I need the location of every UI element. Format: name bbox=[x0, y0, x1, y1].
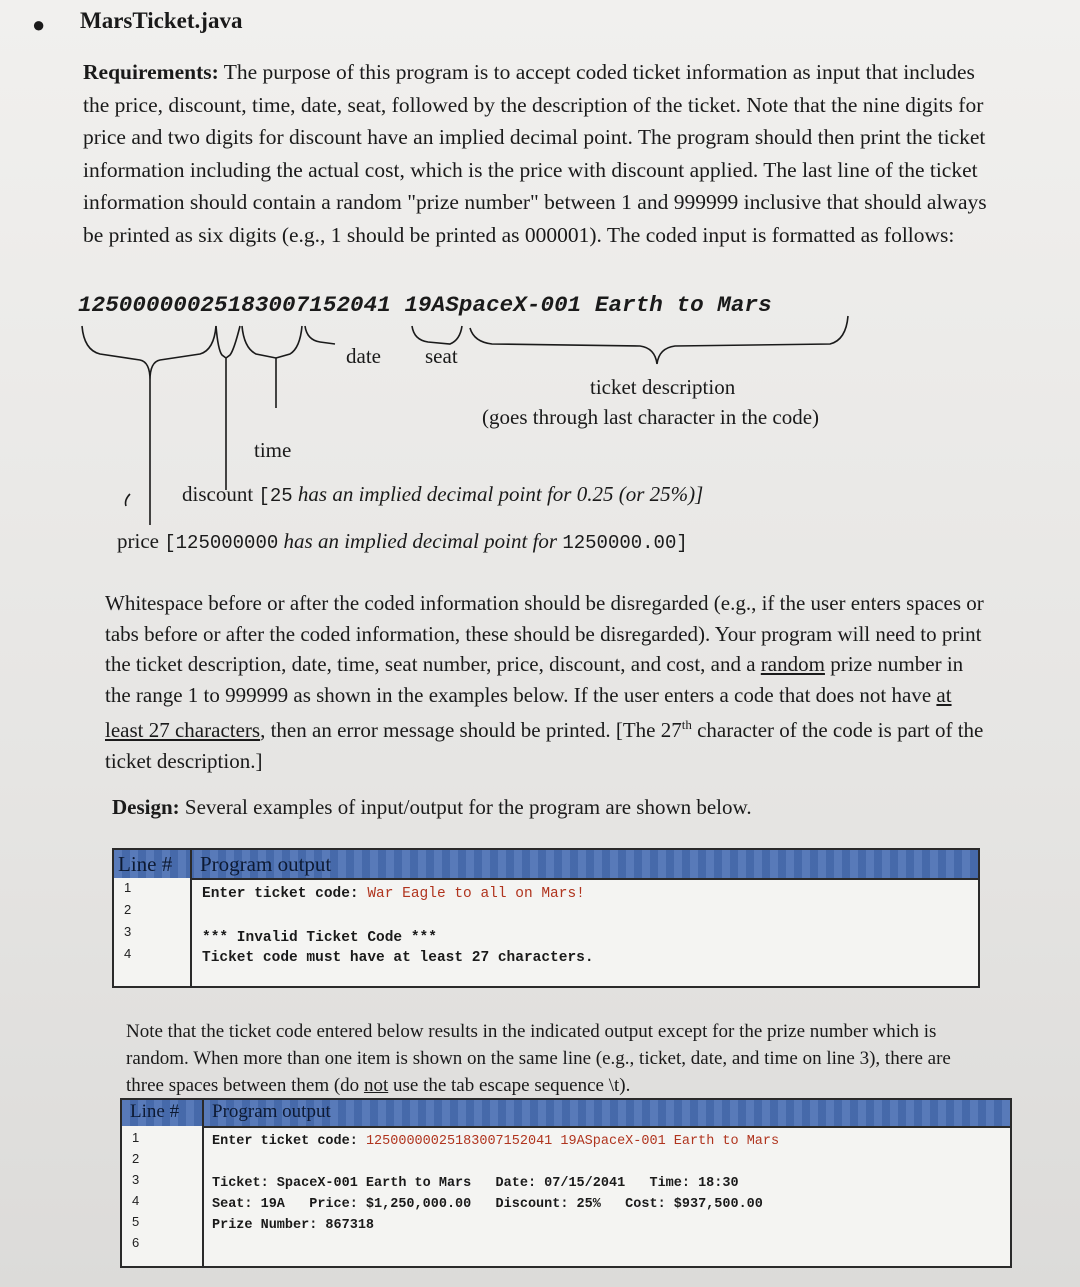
date-brace bbox=[305, 326, 335, 344]
discount-label: discount bbox=[182, 482, 254, 506]
table-2-line-number: 6 bbox=[132, 1235, 140, 1250]
not-underlined: not bbox=[363, 1075, 389, 1096]
table-2-line-number: 4 bbox=[132, 1193, 140, 1208]
price-annotation bbox=[117, 529, 688, 554]
ticket-description-label: ticket description bbox=[590, 375, 736, 399]
design-label: Design: bbox=[112, 795, 180, 819]
output-table-2 bbox=[120, 1098, 1012, 1268]
prompt-text: Enter ticket code: bbox=[212, 1134, 366, 1149]
paragraph2-text-2: prize number in the range 1 to 999999 as shown in the examples below. If the user enters a code that does not have bbox=[105, 652, 964, 707]
table-1-header-line: Line # bbox=[118, 852, 173, 876]
whitespace-paragraph bbox=[105, 588, 985, 776]
random-underlined: random bbox=[760, 652, 825, 676]
at-least-27-underlined: at least 27 characters bbox=[105, 682, 952, 742]
table-2-header-output: Program output bbox=[212, 1101, 331, 1122]
table-1-header-rule bbox=[192, 878, 978, 880]
table-2-output-line-5: Prize Number: 867318 bbox=[212, 1218, 375, 1233]
user-input-text: War Eagle to all on Mars! bbox=[367, 886, 585, 902]
mark bbox=[126, 494, 131, 506]
note-paragraph bbox=[126, 1018, 976, 1099]
table-2-line-number: 5 bbox=[132, 1214, 140, 1229]
superscript-th: th bbox=[681, 717, 692, 732]
requirements-paragraph bbox=[83, 56, 998, 251]
table-2-output-line-1 bbox=[212, 1134, 779, 1149]
bullet: ● bbox=[32, 12, 46, 37]
seat-brace bbox=[412, 326, 462, 344]
discount-annotation bbox=[182, 482, 703, 507]
table-2-header-line: Line # bbox=[130, 1101, 180, 1122]
table-2-line-number: 3 bbox=[132, 1172, 140, 1187]
paragraph2-text-1: Whitespace before or after the coded information should be disregarded (e.g., if the user enters spaces or tabs before or after the coded information, these should be disregarded). Your program will need to print the ticket description, date, time, seat number, price, discount, and cost, and a bbox=[105, 591, 984, 676]
note-text-1: Note that the ticket code entered below results in the indicated output except for the prize number which is random. When more than one item is shown on the same line (e.g., ticket, date, and time on line 3), there are three spaces between them (do bbox=[126, 1021, 951, 1096]
requirements-label: Requirements: bbox=[83, 60, 219, 84]
price-code: [125000000 bbox=[164, 532, 279, 554]
table-1-line-number: 1 bbox=[124, 880, 132, 895]
paragraph2-text-4: character of the code is part of the ticket description.] bbox=[105, 718, 984, 773]
table-2-column-divider bbox=[202, 1100, 204, 1266]
ticket-description-note: (goes through last character in the code) bbox=[482, 405, 820, 429]
table-1-line-number: 3 bbox=[124, 924, 132, 939]
price-label: price bbox=[117, 529, 159, 553]
design-line bbox=[112, 795, 752, 820]
discount-code: [25 bbox=[258, 485, 293, 507]
requirements-text: The purpose of this program is to accept coded ticket information as input that includes the price, discount, time, date, seat, followed by the description of the ticket. Note that the nine digits for price and two digits for discount have an implied decimal point. The program should then print the ticket information including the actual cost, which is the price with discount applied. The last line of the ticket information should contain a random "prize number" between 1 and 999999 inclusive that should always be printed as six digits (e.g., 1 should be printed as 000001). The coded input is formatted as follows: bbox=[83, 60, 987, 247]
coded-input-example: 12500000025183007152041 19ASpaceX-001 Earth to Mars bbox=[78, 292, 772, 318]
table-2-output-line-3: Ticket: SpaceX-001 Earth to Mars Date: 07/15/2041 Time: 18:30 bbox=[212, 1176, 739, 1191]
user-input-text: 12500000025183007152041 19ASpaceX-001 Earth to Mars bbox=[365, 1134, 780, 1149]
output-table-1 bbox=[112, 848, 980, 988]
table-2-line-number: 2 bbox=[132, 1151, 140, 1166]
page-title: MarsTicket.java bbox=[80, 8, 243, 33]
table-1-line-number: 2 bbox=[124, 902, 132, 917]
table-1-output-line-1 bbox=[202, 886, 585, 902]
discount-note: has an implied decimal point for 0.25 (or 25%)] bbox=[297, 482, 704, 506]
table-2-output-line-4: Seat: 19A Price: $1,250,000.00 Discount: 25% Cost: $937,500.00 bbox=[212, 1197, 763, 1212]
time-label: time bbox=[254, 438, 292, 462]
table-1-header-output: Program output bbox=[200, 852, 332, 876]
discount-brace bbox=[216, 326, 240, 490]
date-label: date bbox=[346, 344, 381, 368]
table-1-column-divider bbox=[190, 850, 192, 986]
table-1-line-number: 4 bbox=[124, 946, 132, 961]
description-brace bbox=[470, 316, 848, 364]
table-1-output-line-3: *** Invalid Ticket Code *** bbox=[202, 930, 437, 946]
note-text-2: use the tab escape sequence \t). bbox=[388, 1075, 631, 1096]
price-value: 1250000.00] bbox=[562, 532, 688, 554]
seat-label: seat bbox=[425, 344, 458, 368]
time-brace bbox=[242, 326, 302, 408]
table-2-header-rule bbox=[204, 1126, 1010, 1128]
design-text: Several examples of input/output for the program are shown below. bbox=[179, 795, 752, 819]
table-2-line-number: 1 bbox=[132, 1130, 140, 1145]
paragraph2-text-3: , then an error message should be printed. [The 27 bbox=[260, 718, 682, 742]
table-1-output-line-4: Ticket code must have at least 27 characters. bbox=[202, 950, 594, 966]
price-note: has an implied decimal point for bbox=[283, 529, 558, 553]
prompt-text: Enter ticket code: bbox=[202, 886, 368, 902]
